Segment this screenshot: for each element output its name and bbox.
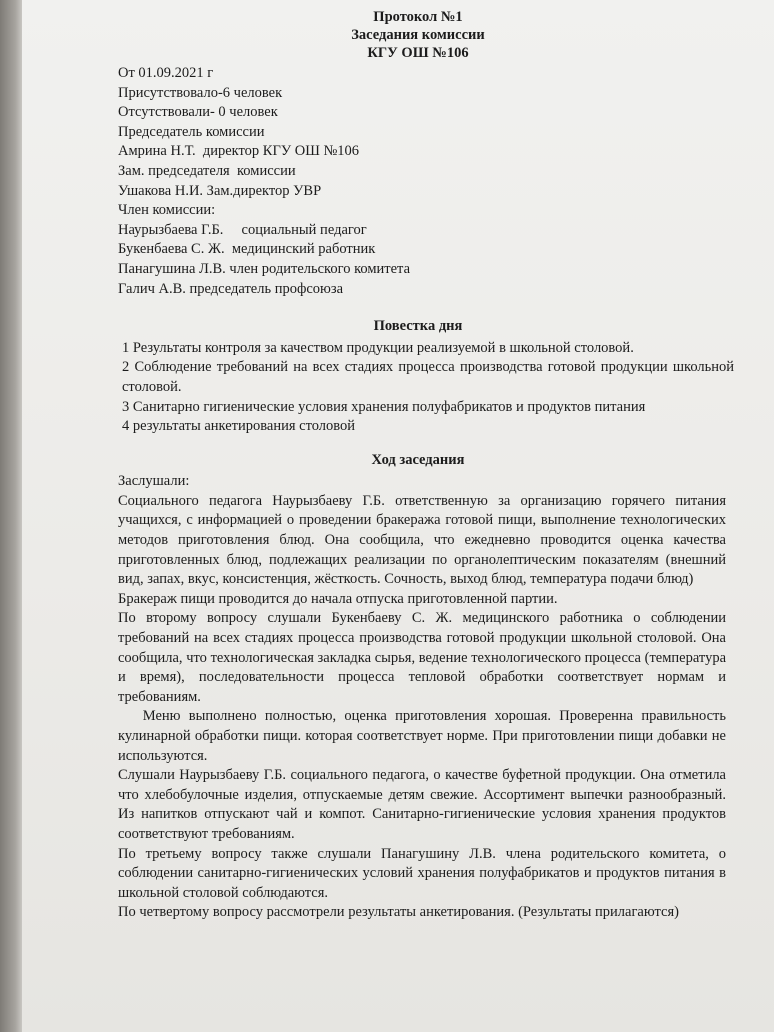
agenda-item: 2 Соблюдение требований на всех стадиях процесса производства готовой продукции школьной столовой. <box>122 359 734 395</box>
document-page <box>22 0 774 1032</box>
agenda-title: Повестка дня <box>373 318 463 335</box>
meeting-date: От 01.09.2021 г <box>118 65 214 81</box>
proceedings-body <box>118 472 730 923</box>
member-2: Букенбаева С. Ж. медицинский работник <box>118 241 376 258</box>
present-count: Присутствовало-6 человек <box>118 84 283 101</box>
agenda-item: 1 Результаты контроля за качеством продукции реализуемой в школьной столовой. <box>122 339 634 356</box>
agenda-item: 3 Санитарно гигиенические условия хранения полуфабрикатов и продуктов питания <box>122 398 646 415</box>
heard-label: Заслушали: <box>118 473 190 490</box>
proceedings-paragraph: Бракераж пищи проводится до начала отпуска приготовленной партии. <box>118 590 558 607</box>
proceedings-paragraph: Меню выполнено полностью, оценка приготовления хорошая. Проверенна правильность кулинарной обработки пищи. которая соответствует норме. При приготовлении пищи добавки не используются. <box>118 708 730 764</box>
proceedings-paragraph: По второму вопросу слушали Букенбаеву С. Ж. медицинского работника о соблюдении требований на всех стадиях процесса производства готовой продукции школьной столовой. Она сообщила, что технологическая закладка сырья, ведение технологического процесса (температура и время), последовательности процесса тепловой обработки соответствует нормам и требованиям. <box>118 610 726 705</box>
proceedings-title: Ход заседания <box>371 451 465 468</box>
chair-name: Амрина Н.Т. директор КГУ ОШ №106 <box>118 143 360 160</box>
vice-chair-name: Ушакова Н.И. Зам.директор УВР <box>118 182 322 199</box>
agenda-item: 4 результаты анкетирования столовой <box>122 418 356 435</box>
absent-count: Отсутствовали- 0 человек <box>118 104 278 121</box>
document-content <box>118 8 734 923</box>
school-name: КГУ ОШ №106 <box>367 45 469 61</box>
member-3: Панагушина Л.В. член родительского комитета <box>118 260 411 277</box>
proceedings-paragraph: По третьему вопросу также слушали Панагушину Л.В. члена родительского комитета, о соблюдении санитарно-гигиенических условий хранения полуфабрикатов и продуктов питания в школьной столовой соблюдаются. <box>118 845 726 901</box>
protocol-subtitle: Заседания комиссии <box>351 27 485 43</box>
proceedings-paragraph: Слушали Наурызбаеву Г.Б. социального педагога, о качестве буфетной продукции. Она отметила что хлебобулочные изделия, отпускаемые детям свежие. Ассортимент выпечки разнообразный. Из напитков отпускают чай и компот. Санитарно-гигиенические условия хранения продуктов соответствуют требованиям. <box>118 767 726 842</box>
page-left-edge <box>0 0 22 1032</box>
member-4: Галич А.В. председатель профсоюза <box>118 280 344 297</box>
agenda-list <box>122 339 734 437</box>
proceedings-paragraph: Социального педагога Наурызбаеву Г.Б. ответственную за организацию горячего питания учащихся, с информацией о проведении бракеража готовой пищи, выполнение технологических методов приготовления блюд. Она сообщила, что ежедневно проводится оценка качества приготовленных блюд, подлежащих реализации по органолептическим показателям (внешний вид, запах, вкус, консистенция, жёсткость. Сочность, выход блюд, температура подачи блюд) <box>118 492 726 588</box>
members-label: Член комиссии: <box>118 202 216 219</box>
chair-label: Председатель комиссии <box>118 123 265 140</box>
proceedings-paragraph: По четвертому вопросу рассмотрели результаты анкетирования. (Результаты прилагаются) <box>118 904 679 921</box>
info-block <box>118 64 718 299</box>
protocol-title: Протокол №1 <box>373 9 463 25</box>
vice-chair-label: Зам. председателя комиссии <box>118 162 296 179</box>
member-1: Наурызбаева Г.Б. социальный педагог <box>118 221 367 238</box>
